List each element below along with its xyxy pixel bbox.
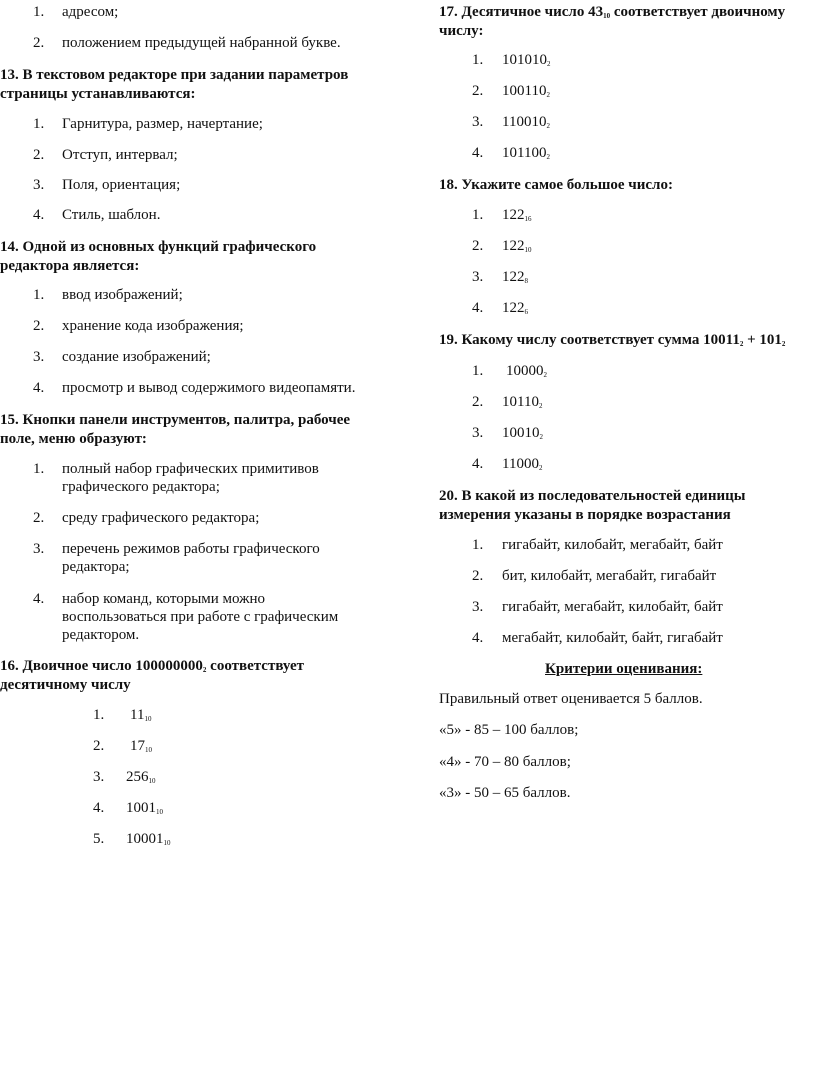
question-title-line: десятичному числу — [0, 677, 131, 693]
base-subscript: 10 — [148, 777, 156, 785]
value-text: 1001 — [126, 800, 156, 816]
option-number: 1. — [33, 287, 45, 303]
option-number: 3. — [33, 541, 45, 557]
value-text: 122 — [502, 238, 525, 254]
option-number: 2. — [472, 83, 484, 99]
option-value — [502, 51, 551, 69]
option-number: 4. — [33, 591, 45, 607]
option-value — [502, 455, 542, 473]
option-value — [126, 830, 171, 848]
option-value — [502, 268, 528, 286]
value-text: 11 — [130, 707, 145, 723]
option-text: графического редактора; — [62, 479, 220, 495]
criteria-line: Правильный ответ оценивается 5 баллов. — [439, 691, 703, 707]
option-number: 2. — [472, 568, 484, 584]
option-number: 4. — [472, 145, 484, 161]
value-text: 256 — [126, 769, 149, 785]
question-title-line: 13. В текстовом редакторе при задании параметров — [0, 67, 349, 83]
base-subscript: 10 — [163, 839, 171, 847]
option-text: полный набор графических примитивов — [62, 461, 319, 477]
question-16-title — [0, 657, 400, 695]
value-text: 10001 — [126, 831, 164, 847]
option-number: 1. — [33, 116, 45, 132]
option-text: Отступ, интервал; — [62, 147, 178, 163]
value-text: 10000 — [506, 363, 544, 379]
question-title-line: 18. Укажите самое большое число: — [439, 177, 673, 193]
base-subscript: 2 — [547, 60, 551, 68]
option-value — [502, 424, 543, 442]
question-title-line: 15. Кнопки панели инструментов, палитра, рабочее — [0, 412, 351, 428]
option-number: 4. — [472, 456, 484, 472]
value-text: 10110 — [502, 394, 539, 410]
option-value — [502, 206, 532, 224]
option-number: 2. — [33, 510, 45, 526]
question-18-title — [439, 176, 809, 195]
option-text: гигабайт, мегабайт, килобайт, байт — [502, 599, 723, 615]
option-number: 3. — [33, 177, 45, 193]
base-subscript: 2 — [543, 371, 547, 379]
question-title-line: числу: — [439, 23, 484, 39]
option-number: 2. — [33, 318, 45, 334]
question-title-line: 14. Одной из основных функций графического — [0, 239, 317, 255]
base-subscript: 10 — [524, 246, 532, 254]
option-number: 3. — [472, 425, 484, 441]
criteria-line: «4» - 70 – 80 баллов; — [439, 754, 571, 770]
option-number: 1. — [33, 461, 45, 477]
option-value — [126, 799, 163, 817]
criteria-line: «3» - 50 – 65 баллов. — [439, 785, 571, 801]
option-number: 1. — [472, 207, 484, 223]
option-text: положением предыдущей набранной букве. — [62, 35, 341, 51]
option-number: 1. — [33, 4, 45, 20]
option-value — [130, 706, 151, 724]
option-text: гигабайт, килобайт, мегабайт, байт — [502, 537, 723, 553]
title-text: + 101 — [743, 332, 782, 348]
value-text: 101010 — [502, 52, 547, 68]
question-title-line — [439, 3, 809, 22]
option-number: 4. — [472, 300, 484, 316]
option-text: бит, килобайт, мегабайт, гигабайт — [502, 568, 717, 584]
option-text: редактором. — [62, 627, 140, 643]
value-text: 10010 — [502, 425, 540, 441]
title-text: 19. Какому числу соответствует сумма 10011 — [439, 332, 740, 348]
option-text: среду графического редактора; — [62, 510, 260, 526]
option-text: Поля, ориентация; — [62, 177, 181, 193]
base-subscript: 2 — [538, 402, 543, 410]
base-subscript: 10 — [144, 715, 152, 723]
option-number: 4. — [33, 380, 45, 396]
option-number: 4. — [93, 800, 105, 816]
value-text: 110010 — [502, 114, 547, 130]
base-subscript: 2 — [538, 464, 543, 472]
base-subscript: 10 — [603, 12, 611, 20]
title-text: 17. Десятичное число 43 — [439, 4, 604, 20]
question-title-line: страницы устанавливаются: — [0, 86, 196, 102]
base-subscript: 2 — [546, 91, 550, 99]
criteria-title: Критерии оценивания: — [545, 661, 703, 677]
question-title-line: поле, меню образуют: — [0, 431, 147, 447]
option-value — [502, 144, 550, 162]
base-subscript: 2 — [546, 153, 550, 161]
option-text: перечень режимов работы графического — [62, 541, 320, 557]
option-text: хранение кода изображения; — [62, 318, 244, 334]
option-number: 3. — [93, 769, 105, 785]
option-value — [506, 362, 547, 380]
base-subscript: 8 — [524, 277, 528, 285]
question-19-title — [439, 331, 816, 350]
option-number: 3. — [472, 599, 484, 615]
option-number: 2. — [33, 147, 45, 163]
option-number: 2. — [472, 238, 484, 254]
title-text: соответствует — [206, 658, 304, 674]
value-text: 11000 — [502, 456, 539, 472]
option-number: 1. — [472, 537, 484, 553]
option-text: редактора; — [62, 559, 130, 575]
base-subscript: 2 — [781, 340, 786, 348]
option-number: 2. — [33, 35, 45, 51]
option-value — [130, 737, 152, 755]
option-value — [502, 113, 550, 131]
question-title-line — [439, 331, 816, 350]
title-text: 16. Двоичное число 100000000 — [0, 658, 203, 674]
option-text: мегабайт, килобайт, байт, гигабайт — [502, 630, 723, 646]
option-value — [126, 768, 156, 786]
option-number: 3. — [472, 269, 484, 285]
value-text: 122 — [502, 269, 525, 285]
option-number: 1. — [93, 707, 105, 723]
base-subscript: 2 — [739, 340, 744, 348]
option-text: адресом; — [62, 4, 119, 20]
option-number: 5. — [93, 831, 105, 847]
option-value — [502, 82, 550, 100]
title-text: соответствует двоичному — [610, 4, 786, 20]
value-text: 122 — [502, 300, 525, 316]
value-text: 122 — [502, 207, 525, 223]
option-number: 3. — [33, 349, 45, 365]
option-text: просмотр и вывод содержимого видеопамяти. — [62, 380, 356, 396]
question-15-title — [0, 411, 400, 449]
question-20-title — [439, 487, 809, 525]
option-number: 1. — [472, 363, 484, 379]
base-subscript: 2 — [546, 122, 550, 130]
option-number: 3. — [472, 114, 484, 130]
question-title-line: 20. В какой из последовательностей единицы — [439, 488, 746, 504]
option-value — [502, 237, 532, 255]
option-text: Гарнитура, размер, начертание; — [62, 116, 263, 132]
option-number: 1. — [472, 52, 484, 68]
base-subscript: 10 — [156, 808, 163, 816]
base-subscript: 2 — [539, 433, 543, 441]
base-subscript: 6 — [524, 308, 528, 316]
option-number: 2. — [93, 738, 105, 754]
base-subscript: 10 — [145, 746, 152, 754]
value-text: 17 — [130, 738, 145, 754]
option-number: 2. — [472, 394, 484, 410]
criteria-line: «5» - 85 – 100 баллов; — [439, 722, 579, 738]
option-text: воспользоваться при работе с графическим — [62, 609, 339, 625]
question-17-title — [439, 3, 809, 41]
option-text: Стиль, шаблон. — [62, 207, 161, 223]
option-text: создание изображений; — [62, 349, 211, 365]
option-number: 4. — [472, 630, 484, 646]
value-text: 100110 — [502, 83, 547, 99]
option-text: набор команд, которыми можно — [62, 591, 266, 607]
option-text: ввод изображений; — [62, 287, 183, 303]
question-title-line: редактора является: — [0, 258, 140, 274]
question-14-title — [0, 238, 400, 276]
question-title-line: измерения указаны в порядке возрастания — [439, 507, 731, 523]
value-text: 101100 — [502, 145, 547, 161]
option-number: 4. — [33, 207, 45, 223]
question-title-line — [0, 657, 400, 676]
base-subscript: 16 — [524, 215, 532, 223]
option-value — [502, 299, 528, 317]
base-subscript: 2 — [202, 666, 207, 674]
question-13-title — [0, 66, 400, 104]
option-value — [502, 393, 542, 411]
